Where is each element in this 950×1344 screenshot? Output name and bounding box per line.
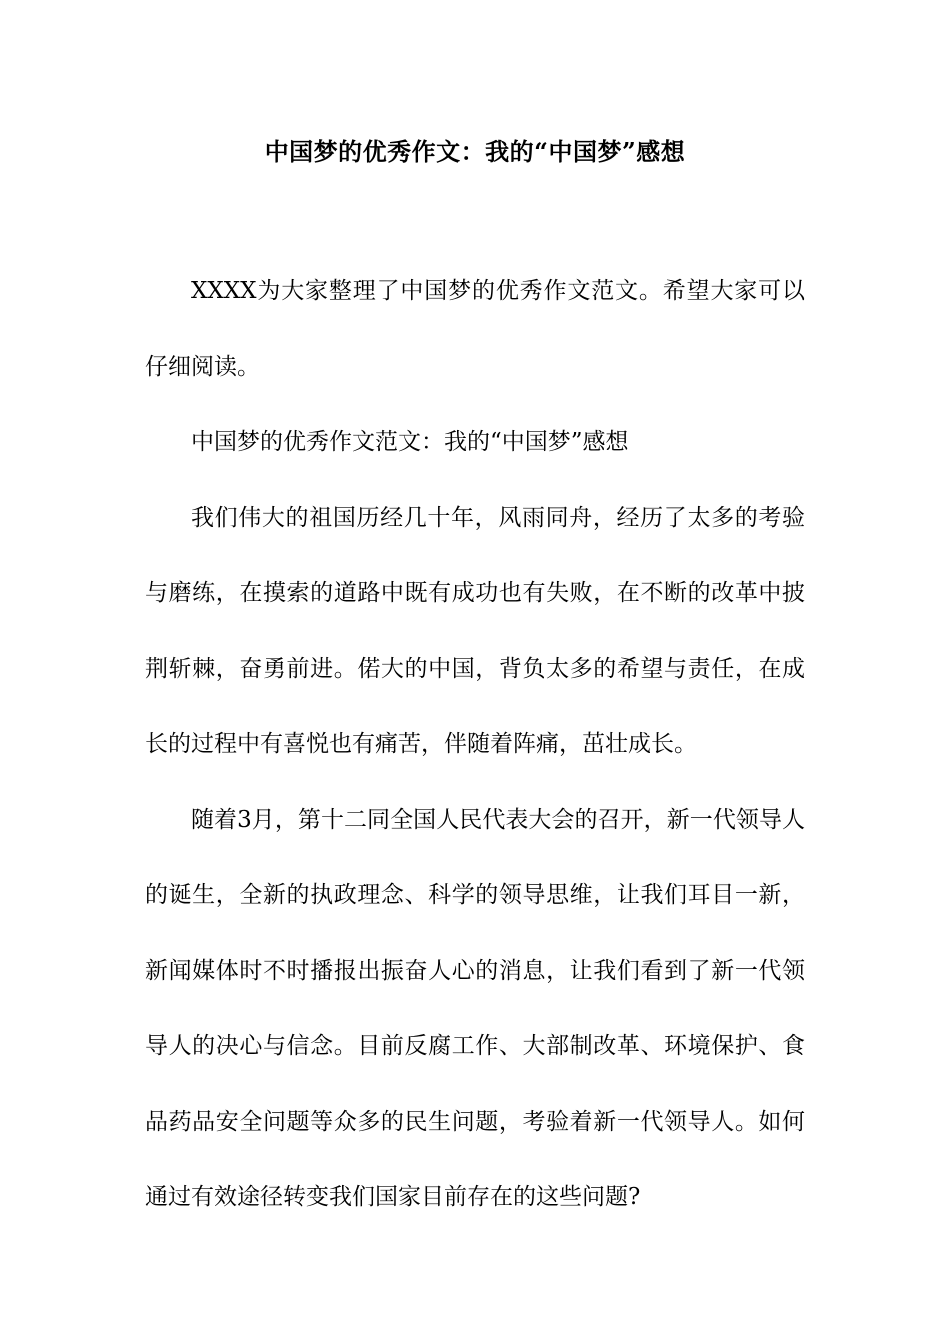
paragraph-intro: XXXX为大家整理了中国梦的优秀作文范文。希望大家可以仔细阅读。 [145, 278, 805, 380]
paragraph-motherland: 我们伟大的祖国历经几十年，风雨同舟，经历了太多的考验与磨练，在摸索的道路中既有成功也有失败，在不断的改革中披荆斩棘，奋勇前进。偌大的中国，背负太多的希望与责任，在成长的过程中有喜悦也有痛苦，伴随着阵痛，茁壮成长。 [145, 504, 805, 757]
document-title: 中国梦的优秀作文：我的“中国梦”感想 [264, 137, 686, 166]
paragraph-subtitle: 中国梦的优秀作文范文：我的“中国梦”感想 [191, 429, 629, 455]
paragraph-congress: 随着3月，第十二同全国人民代表大会的召开，新一代领导人的诞生，全新的执政理念、科学的领导思维，让我们耳目一新，新闻媒体时不时播报出振奋人心的消息，让我们看到了新一代领导人的决心与信念。目前反腐工作、大部制改革、环境保护、食品药品安全问题等众多的民生问题，考验着新一代领导人。如何通过有效途径转变我们国家目前存在的这些问题? [145, 806, 805, 1210]
document-body [145, 254, 805, 1236]
